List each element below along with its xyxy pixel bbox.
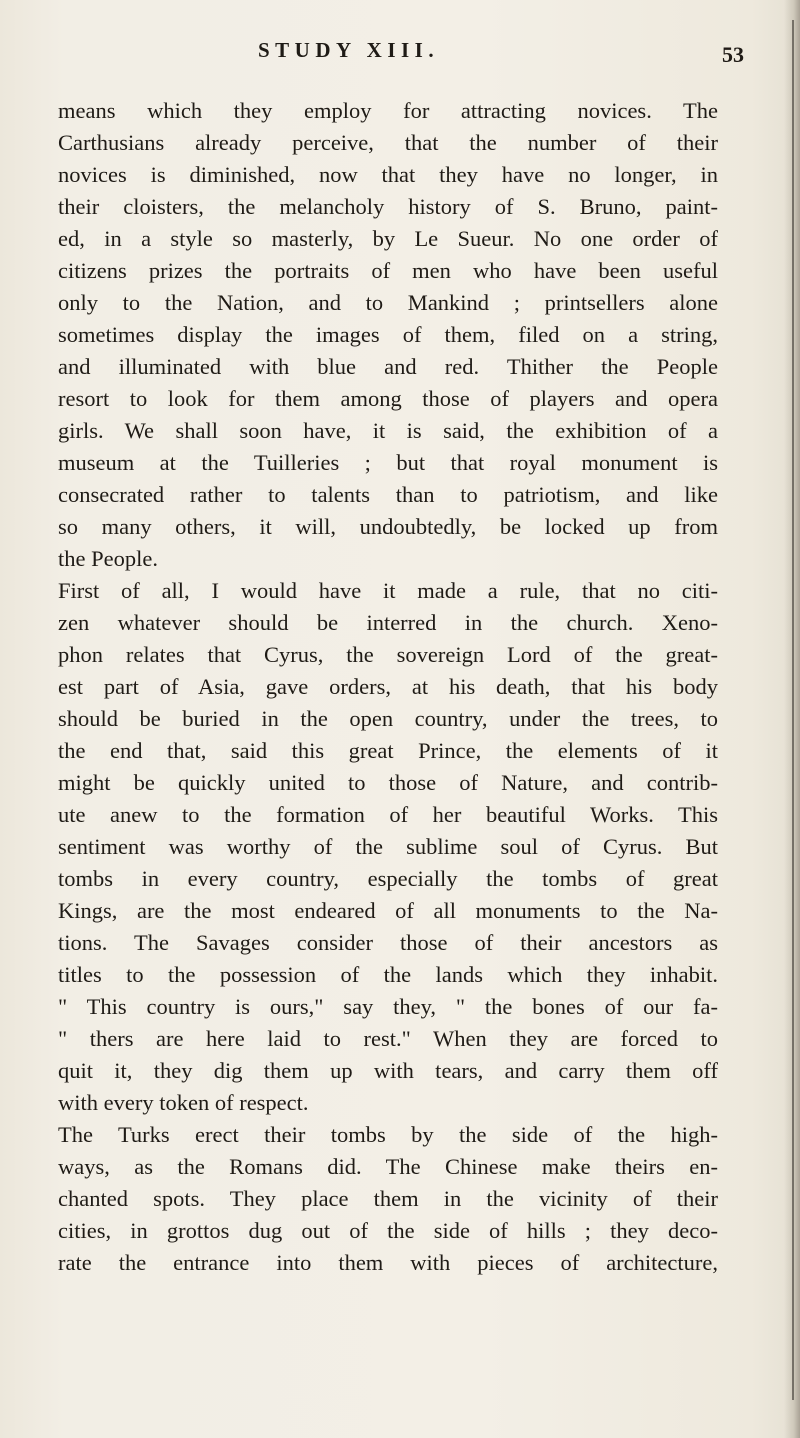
text-line: and illuminated with blue and red. Thither the People [58,354,718,379]
text-line: tions. The Savages consider those of their ancestors as [58,930,718,955]
text-line: resort to look for them among those of players and opera [58,386,718,411]
text-line: tombs in every country, especially the tombs of great [58,866,718,891]
text-line: zen whatever should be interred in the church. Xeno- [58,610,718,635]
text-line: museum at the Tuilleries ; but that royal monument is [58,450,718,475]
text-line: rate the entrance into them with pieces of architecture, [58,1250,718,1275]
text-line: the People. [58,546,158,571]
text-line: titles to the possession of the lands which they inhabit. [58,962,718,987]
text-line: girls. We shall soon have, it is said, the exhibition of a [58,418,718,443]
text-line: consecrated rather to talents than to patriotism, and like [58,482,718,507]
text-line: should be buried in the open country, under the trees, to [58,706,718,731]
page-number: 53 [722,42,744,67]
text-line: means which they employ for attracting novices. The [58,98,718,123]
text-line: with every token of respect. [58,1090,309,1115]
text-line: ways, as the Romans did. The Chinese make theirs en- [58,1154,718,1179]
running-title: STUDY XIII. [258,38,440,62]
text-line: their cloisters, the melancholy history of S. Bruno, paint- [58,194,718,219]
text-line: sometimes display the images of them, filed on a string, [58,322,718,347]
text-line: est part of Asia, gave orders, at his death, that his body [58,674,718,699]
text-line: The Turks erect their tombs by the side of the high- [58,1122,718,1147]
body-text [58,95,718,1279]
text-line: novices is diminished, now that they have no longer, in [58,162,718,187]
page-header [0,38,800,78]
text-line: citizens prizes the portraits of men who have been useful [58,258,718,283]
text-line: might be quickly united to those of Nature, and contrib- [58,770,718,795]
page-edge-line [792,20,794,1400]
text-line: chanted spots. They place them in the vicinity of their [58,1186,718,1211]
text-line: sentiment was worthy of the sublime soul of Cyrus. But [58,834,718,859]
text-line: phon relates that Cyrus, the sovereign Lord of the great- [58,642,718,667]
text-line: so many others, it will, undoubtedly, be locked up from [58,514,718,539]
text-line: " thers are here laid to rest." When they are forced to [58,1026,718,1051]
text-line: First of all, I would have it made a rule, that no citi- [58,578,718,603]
text-line: Kings, are the most endeared of all monuments to the Na- [58,898,718,923]
text-line: " This country is ours," say they, " the bones of our fa- [58,994,718,1019]
text-line: ute anew to the formation of her beautiful Works. This [58,802,718,827]
text-line: quit it, they dig them up with tears, and carry them off [58,1058,718,1083]
text-line: cities, in grottos dug out of the side of hills ; they deco- [58,1218,718,1243]
text-line: Carthusians already perceive, that the number of their [58,130,718,155]
text-line: only to the Nation, and to Mankind ; printsellers alone [58,290,718,315]
text-line: ed, in a style so masterly, by Le Sueur. No one order of [58,226,718,251]
text-line: the end that, said this great Prince, the elements of it [58,738,718,763]
